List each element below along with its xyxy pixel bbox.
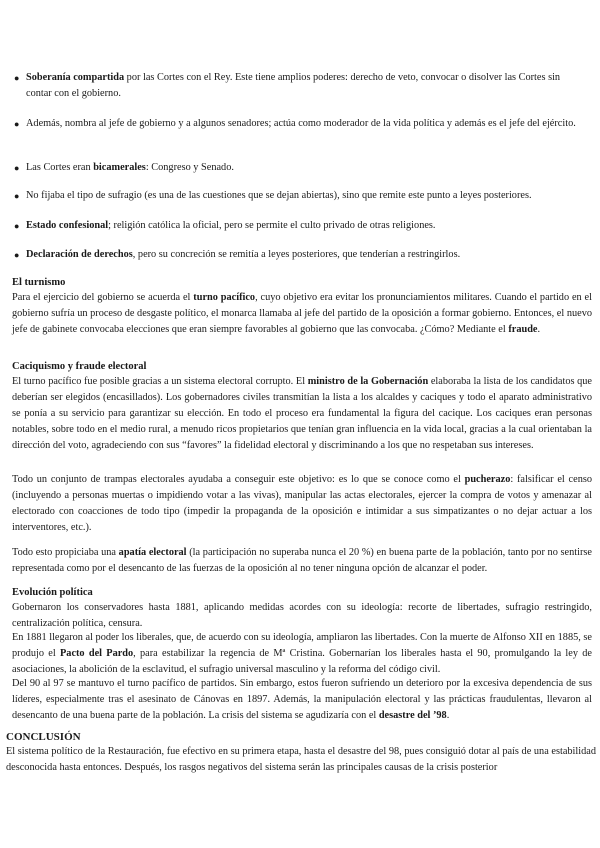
bullet-text: , pero su concreción se remitía a leyes posteriores, que tenderían a restringirlos. xyxy=(132,249,461,260)
text-span: elaboraba la lista de los candidatos que deberían ser elegidos (encasillados). Los gobernadores civiles transmitían la lista a los alcaldes y caciques y todo el aparato administrativo se ponía a su servicio para garantizar su elección. En todo el proceso era fundamental la figura del cacique. Los caciques eran personas notables, sobre todo en el medio rural, a menudo ricos propietarios que tenían gran influencia en la vida local, gracias a la cual orientaban la dirección del voto, agradeciendo con sus “favores” la fidelidad electoral y discriminando a los que no respetaban sus intereses. xyxy=(12,376,592,451)
paragraph-apatia xyxy=(12,545,592,577)
bold-term: ministro de la Gobernación xyxy=(307,376,429,387)
heading-turnismo: El turnismo xyxy=(12,277,66,288)
bold-term: apatía electoral xyxy=(118,547,187,558)
heading-evolucion: Evolución política xyxy=(12,587,93,598)
bullet-soberania xyxy=(14,70,586,102)
paragraph-evolucion-1 xyxy=(12,600,592,632)
bullet-dot-icon: ● xyxy=(14,250,20,260)
bold-term: turno pacífico xyxy=(193,292,256,303)
text-span: , cuyo objetivo era evitar los pronunciamientos militares. Cuando el partido en el gobierno sufría un proceso de desgaste político, el monarca llamaba al jefe del partido de la oposición a formar gobierno. Entonces, el nuevo jefe de gabinete convocaba elecciones que eran siempre favorables al gobierno que las convocaba. ¿Cómo? Mediante el xyxy=(12,292,592,335)
text-span: : falsificar el censo (incluyendo a personas muertas o impidiendo votar a las vivas), manipular las actas electorales, ejercer la compra de votos y amenazar al electorado con coacciones de todo tipo (impedir la propaganda de la oposición e intimidar a sus simpatizantes o no dejar actuar a los interventores, etc.). xyxy=(12,474,592,533)
bullet-text: ; religión católica la oficial, pero se permite el culto privado de otras religiones. xyxy=(108,220,436,231)
text-span: Para el ejercicio del gobierno se acuerda el xyxy=(12,292,194,303)
bullet-text: : Congreso y Senado. xyxy=(145,162,234,173)
bullet-sufragio xyxy=(14,188,586,204)
paragraph-evolucion-2 xyxy=(12,630,592,678)
bullet-dot-icon: ● xyxy=(14,191,20,201)
text-span: Del 90 al 97 se mantuvo el turno pacífico de partidos. Sin embargo, estos fueron sufriendo un deterioro por la excesiva dependencia de sus líderes, especialmente tras el asesinato de Cánovas en 1897. Además, la manipulación electoral y las prácticas fraudulentas, llevaron al desencanto de una buena parte de la población. La crisis del sistema se agudizaría con el xyxy=(12,678,592,721)
bullet-derechos xyxy=(14,247,586,263)
paragraph-evolucion-3 xyxy=(12,676,592,724)
text-span: Todo esto propiciaba una xyxy=(12,547,119,558)
bullet-nombramientos xyxy=(14,116,586,132)
paragraph-conclusion xyxy=(6,744,596,776)
bold-term: Estado confesional xyxy=(26,220,109,231)
paragraph-pucherazo xyxy=(12,472,592,536)
bullet-estado-confesional xyxy=(14,218,586,234)
bullet-dot-icon: ● xyxy=(14,119,20,129)
bullet-pre-text: Las Cortes eran xyxy=(26,162,94,173)
text-span: El turno pacífico fue posible gracias a un sistema electoral corrupto. El xyxy=(12,376,308,387)
text-span: Todo un conjunto de trampas electorales ayudaba a conseguir este objetivo: es lo que se conoce como el xyxy=(12,474,465,485)
bold-term: fraude xyxy=(508,324,538,335)
text-span: El sistema político de la Restauración, fue efectivo en su primera etapa, hasta el desastre del 98, pues consiguió dotar al país de una estabilidad desconocida hasta entonces. Después, los rasgos negativos del sistema serán las principales causas de la crisis posterior xyxy=(6,746,596,773)
bullet-text: por las Cortes con el Rey. Este tiene amplios poderes: derecho de veto, convocar o disolver las Cortes sin contar con el gobierno. xyxy=(26,72,561,99)
text-span: . xyxy=(537,324,541,335)
bullet-text: Además, nombra al jefe de gobierno y a algunos senadores; actúa como moderador de la vida política y además es el jefe del ejército. xyxy=(26,118,576,129)
paragraph-caciquismo xyxy=(12,374,592,454)
text-span: En 1881 llegaron al poder los liberales, que, de acuerdo con su ideología, ampliaron las libertades. Con la muerte de Alfonso XII en 1885, se produjo el xyxy=(12,632,592,659)
bullet-dot-icon: ● xyxy=(14,163,20,173)
bold-term: Soberanía compartida xyxy=(26,72,125,83)
bold-term: desastre del ’98 xyxy=(378,710,447,721)
heading-caciquismo: Caciquismo y fraude electoral xyxy=(12,361,147,372)
bullet-dot-icon: ● xyxy=(14,221,20,231)
text-span: , para estabilizar la regencia de Mª Cristina. Gobernarían los liberales hasta el 90, promulgando la ley de asociaciones, la abolición de la esclavitud, el sufragio universal masculino y la reforma del código civil. xyxy=(12,648,592,675)
bullet-cortes xyxy=(14,160,586,176)
bold-term: bicamerales xyxy=(93,162,146,173)
bold-term: Pacto del Pardo xyxy=(60,648,134,659)
bullet-text: No fijaba el tipo de sufragio (es una de las cuestiones que se dejan abiertas), sino que remite este punto a leyes posteriores. xyxy=(26,190,532,201)
bullet-dot-icon: ● xyxy=(14,73,20,83)
text-span: Gobernaron los conservadores hasta 1881, aplicando medidas acordes con su ideología: recorte de libertades, sufragio restringido, centralización política, censura. xyxy=(12,602,592,629)
text-span: (la participación no superaba nunca el 20 %) en buena parte de la población, tanto por no sentirse representada como por el desencanto de las fuerzas de la oposición al no tener ninguna opción de alcanzar el poder. xyxy=(12,547,592,574)
bold-term: pucherazo xyxy=(464,474,511,485)
heading-conclusion: CONCLUSIÓN xyxy=(6,731,81,743)
text-span: . xyxy=(446,710,450,721)
bold-term: Declaración de derechos xyxy=(26,249,133,260)
paragraph-turnismo xyxy=(12,290,592,338)
